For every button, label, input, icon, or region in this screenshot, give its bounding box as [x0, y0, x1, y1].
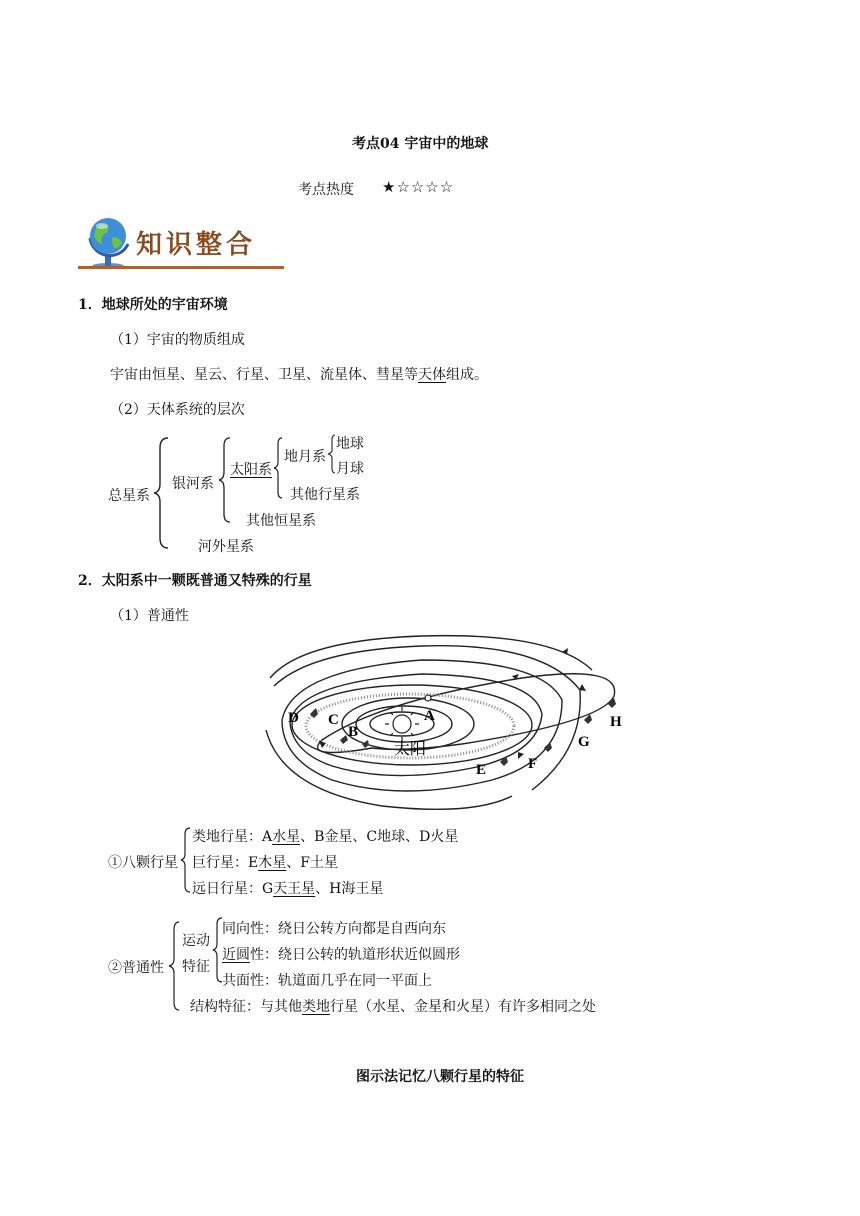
knowledge-banner: [78, 210, 284, 272]
tree-other-planets: 其他行星系: [290, 487, 360, 503]
near-circle-rest: 性：绕日公转的轨道形状近似圆形: [250, 947, 460, 963]
section1-heading: 1．地球所处的宇宙环境: [78, 297, 228, 313]
planet-label-a: A: [424, 708, 435, 724]
section1-sub2: （2）天体系统的层次: [110, 402, 245, 418]
planet-label-e: E: [476, 762, 487, 778]
figure-caption: 图示法记忆八颗行星的特征: [356, 1069, 524, 1085]
section2-heading: 2．太阳系中一颗既普通又特殊的行星: [78, 573, 312, 589]
structure-prefix: 结构特征：与其他: [190, 999, 302, 1015]
solar-system-diagram: [262, 630, 634, 822]
giant-prefix: 巨行星：E: [192, 855, 259, 871]
tree-moon: 月球: [336, 461, 364, 477]
banner-title: 知识整合: [136, 230, 257, 260]
brace-root: [154, 436, 174, 550]
tilted-orbit: [318, 674, 615, 753]
section1-text1: [110, 364, 488, 384]
terrestrial-underlined: 水星: [272, 829, 301, 845]
far-prefix: 远日行星：G: [192, 881, 274, 897]
tree-earth-moon: 地月系: [284, 449, 326, 465]
tree-extragalactic: 河外星系: [198, 539, 254, 555]
tree-solar-system: 太阳系: [230, 462, 272, 478]
far-planets: [192, 878, 383, 898]
banner-underline: [78, 266, 284, 269]
text1-underlined: 天体: [418, 367, 446, 383]
giant-planets: [192, 852, 338, 872]
planet-label-b: B: [348, 724, 359, 740]
structure-feature: [190, 996, 596, 1016]
motion-label-2: 特征: [182, 959, 210, 975]
section1-sub1: （1）宇宙的物质组成: [110, 332, 245, 348]
planet-label-d: D: [288, 710, 299, 726]
giant-underlined: 木星: [258, 855, 287, 871]
heat-label: 考点热度: [298, 182, 354, 198]
tree-earth: 地球: [336, 436, 364, 452]
giant-rest: 、F土星: [286, 855, 338, 871]
common-group-label: ②普通性: [108, 960, 164, 976]
motion-label-1: 运动: [182, 933, 210, 949]
near-circle: [222, 944, 460, 964]
terrestrial-prefix: 类地行星：A: [192, 829, 273, 845]
globe-icon: [84, 212, 136, 270]
planet-a-dot: [425, 695, 431, 701]
same-direction: 同向性：绕日公转方向都是自西向东: [222, 921, 446, 937]
planet-label-h: H: [610, 714, 622, 730]
terrestrial-rest: 、B金星、C地球、D火星: [300, 829, 459, 845]
planet-label-f: F: [528, 756, 538, 772]
tree-other-stars: 其他恒星系: [246, 513, 316, 529]
brace-common: [168, 920, 182, 1012]
section2-sub1: （1）普通性: [110, 608, 189, 624]
structure-underlined: 类地: [302, 999, 330, 1015]
planet-label-g: G: [578, 734, 590, 750]
brace-milky-way: [218, 436, 234, 524]
sun-label: 太阳: [394, 741, 427, 758]
page-title: 考点04 宇宙中的地球: [352, 136, 489, 152]
brace-planets: [180, 826, 192, 894]
orbit-f: [282, 660, 562, 791]
structure-rest: 行星（水星、金星和火星）有许多相同之处: [330, 999, 596, 1015]
text1-suffix: 组成。: [446, 367, 488, 383]
near-circle-underlined: 近圆: [222, 947, 250, 963]
text1-prefix: 宇宙由恒星、星云、行星、卫星、流星体、彗星等: [110, 367, 418, 383]
far-underlined: 天王星: [273, 881, 316, 897]
tree-milky-way: 银河系: [172, 476, 214, 492]
far-rest: 、H海王星: [315, 881, 384, 897]
coplanar: 共面性：轨道面几乎在同一平面上: [222, 973, 432, 989]
orbit-h: [270, 636, 592, 678]
planets-group-label: ①八颗行星: [108, 855, 178, 871]
tree-root: 总星系: [108, 488, 150, 504]
heat-stars: ★☆☆☆☆: [382, 178, 455, 196]
planet-label-c: C: [328, 712, 339, 728]
terrestrial-planets: [192, 826, 458, 846]
